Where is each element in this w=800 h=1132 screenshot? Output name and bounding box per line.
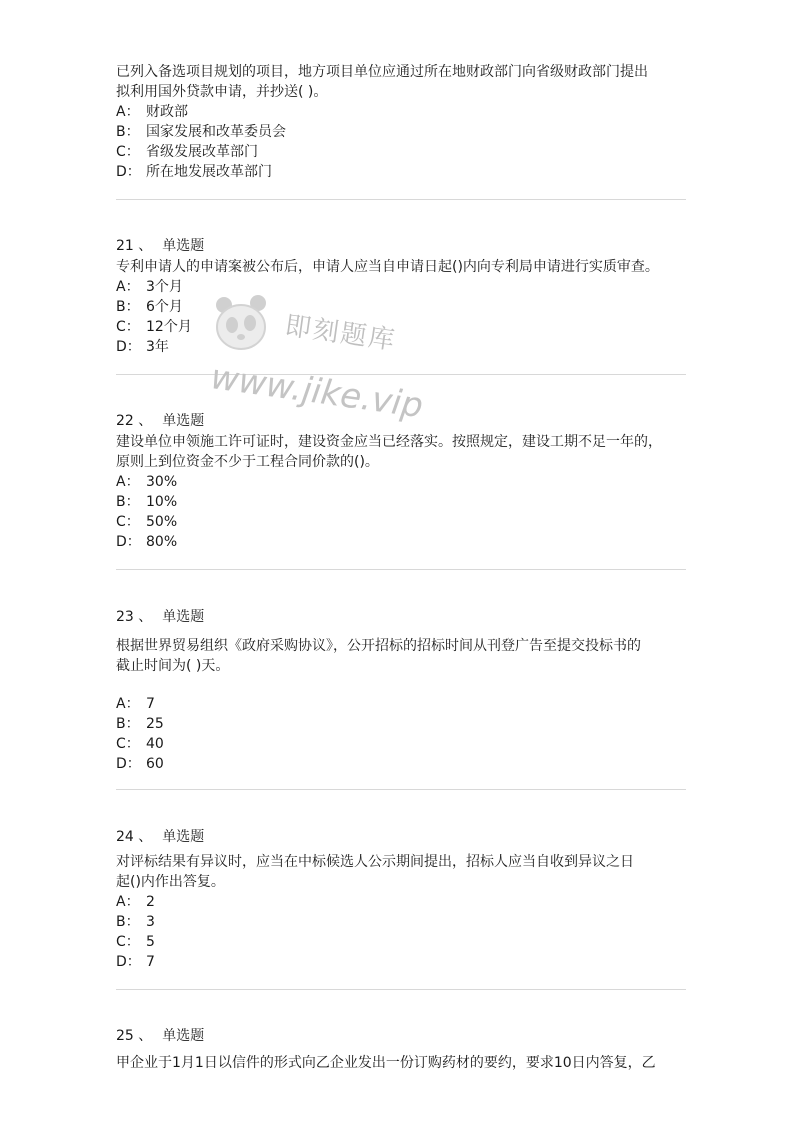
- question-header: [116, 606, 686, 628]
- option-text: 3: [146, 914, 155, 930]
- option-key: C：: [116, 144, 140, 160]
- option-d: [116, 754, 686, 774]
- option-b: [116, 912, 686, 932]
- option-text: 省级发展改革部门: [146, 144, 258, 160]
- option-a: [116, 472, 686, 492]
- option-key: D：: [116, 164, 141, 180]
- option-d: [116, 337, 686, 357]
- question-stem-line: 起()内作出答复。: [116, 874, 225, 890]
- option-text: 40: [146, 736, 164, 752]
- question-type: 单选题: [162, 1028, 205, 1044]
- option-key: D：: [116, 534, 141, 550]
- option-d: [116, 952, 686, 972]
- option-text: 50%: [146, 514, 178, 530]
- question-header: [116, 1025, 686, 1047]
- option-a: [116, 102, 686, 122]
- option-text: 3个月: [146, 279, 183, 295]
- divider: [116, 374, 686, 375]
- option-text: 所在地发展改革部门: [146, 164, 272, 180]
- option-text: 5: [146, 934, 155, 950]
- question-stem-line: 专利申请人的申请案被公布后，申请人应当自申请日起()内向专利局申请进行实质审查。: [116, 259, 659, 275]
- question-number: 22 、: [116, 413, 153, 429]
- option-text: 财政部: [146, 104, 188, 120]
- option-a: [116, 277, 686, 297]
- option-b: [116, 122, 686, 142]
- question-21: [116, 235, 686, 357]
- option-text: 2: [146, 894, 155, 910]
- question-stem-line: 已列入备选项目规划的项目，地方项目单位应通过所在地财政部门向省级财政部门提出: [116, 64, 648, 80]
- question-number: 24 、: [116, 829, 153, 845]
- option-key: A：: [116, 279, 140, 295]
- option-text: 30%: [146, 474, 178, 490]
- option-c: [116, 142, 686, 162]
- divider: [116, 789, 686, 790]
- question-stem-line: 对评标结果有异议时，应当在中标候选人公示期间提出，招标人应当自收到异议之日: [116, 854, 634, 870]
- watermark-brand: 即刻题库: [282, 310, 399, 357]
- option-key: A：: [116, 696, 140, 712]
- question-23: [116, 606, 686, 774]
- option-text: 10%: [146, 494, 178, 510]
- option-key: A：: [116, 894, 140, 910]
- question-number: 25 、: [116, 1028, 153, 1044]
- question-stem-line: 甲企业于1月1日以信件的形式向乙企业发出一份订购药材的要约，要求10日内答复，乙: [116, 1055, 656, 1071]
- question-stem-line: 拟利用国外贷款申请，并抄送( )。: [116, 84, 328, 100]
- option-b: [116, 297, 686, 317]
- option-text: 3年: [146, 339, 169, 355]
- question-22: [116, 410, 686, 552]
- option-key: B：: [116, 299, 140, 315]
- option-text: 7: [146, 696, 155, 712]
- option-a: [116, 694, 686, 714]
- option-text: 25: [146, 716, 164, 732]
- option-text: 80%: [146, 534, 178, 550]
- question-stem-line: 截止时间为( )天。: [116, 658, 230, 674]
- divider: [116, 199, 686, 200]
- watermark-url: www.jike.vip: [208, 357, 426, 427]
- option-key: C：: [116, 736, 140, 752]
- option-key: D：: [116, 756, 141, 772]
- question-header: [116, 826, 686, 848]
- option-b: [116, 492, 686, 512]
- question-25: [116, 1025, 686, 1073]
- question-header: [116, 410, 686, 432]
- option-d: [116, 162, 686, 182]
- option-c: [116, 512, 686, 532]
- option-key: B：: [116, 914, 140, 930]
- question-20: [116, 62, 686, 182]
- option-text: 60: [146, 756, 164, 772]
- option-c: [116, 317, 686, 337]
- question-type: 单选题: [162, 413, 205, 429]
- question-number: 23 、: [116, 609, 153, 625]
- option-key: D：: [116, 339, 141, 355]
- question-stem-line: 原则上到位资金不少于工程合同价款的()。: [116, 454, 379, 470]
- option-text: 国家发展和改革委员会: [146, 124, 286, 140]
- option-text: 6个月: [146, 299, 183, 315]
- option-key: B：: [116, 124, 140, 140]
- question-stem-line: 根据世界贸易组织《政府采购协议》，公开招标的招标时间从刊登广告至提交投标书的: [116, 638, 641, 654]
- option-c: [116, 734, 686, 754]
- question-stem-line: 建设单位申领施工许可证时，建设资金应当已经落实。按照规定，建设工期不足一年的，: [116, 434, 662, 450]
- option-key: D：: [116, 954, 141, 970]
- option-key: A：: [116, 474, 140, 490]
- option-key: C：: [116, 319, 140, 335]
- question-type: 单选题: [162, 829, 205, 845]
- option-key: B：: [116, 494, 140, 510]
- question-type: 单选题: [162, 609, 205, 625]
- option-b: [116, 714, 686, 734]
- option-c: [116, 932, 686, 952]
- option-d: [116, 532, 686, 552]
- option-key: A：: [116, 104, 140, 120]
- divider: [116, 989, 686, 990]
- option-key: C：: [116, 934, 140, 950]
- option-a: [116, 892, 686, 912]
- option-text: 12个月: [146, 319, 192, 335]
- option-key: C：: [116, 514, 140, 530]
- question-type: 单选题: [162, 238, 205, 254]
- option-key: B：: [116, 716, 140, 732]
- question-number: 21 、: [116, 238, 153, 254]
- question-24: [116, 826, 686, 972]
- question-header: [116, 235, 686, 257]
- option-text: 7: [146, 954, 155, 970]
- divider: [116, 569, 686, 570]
